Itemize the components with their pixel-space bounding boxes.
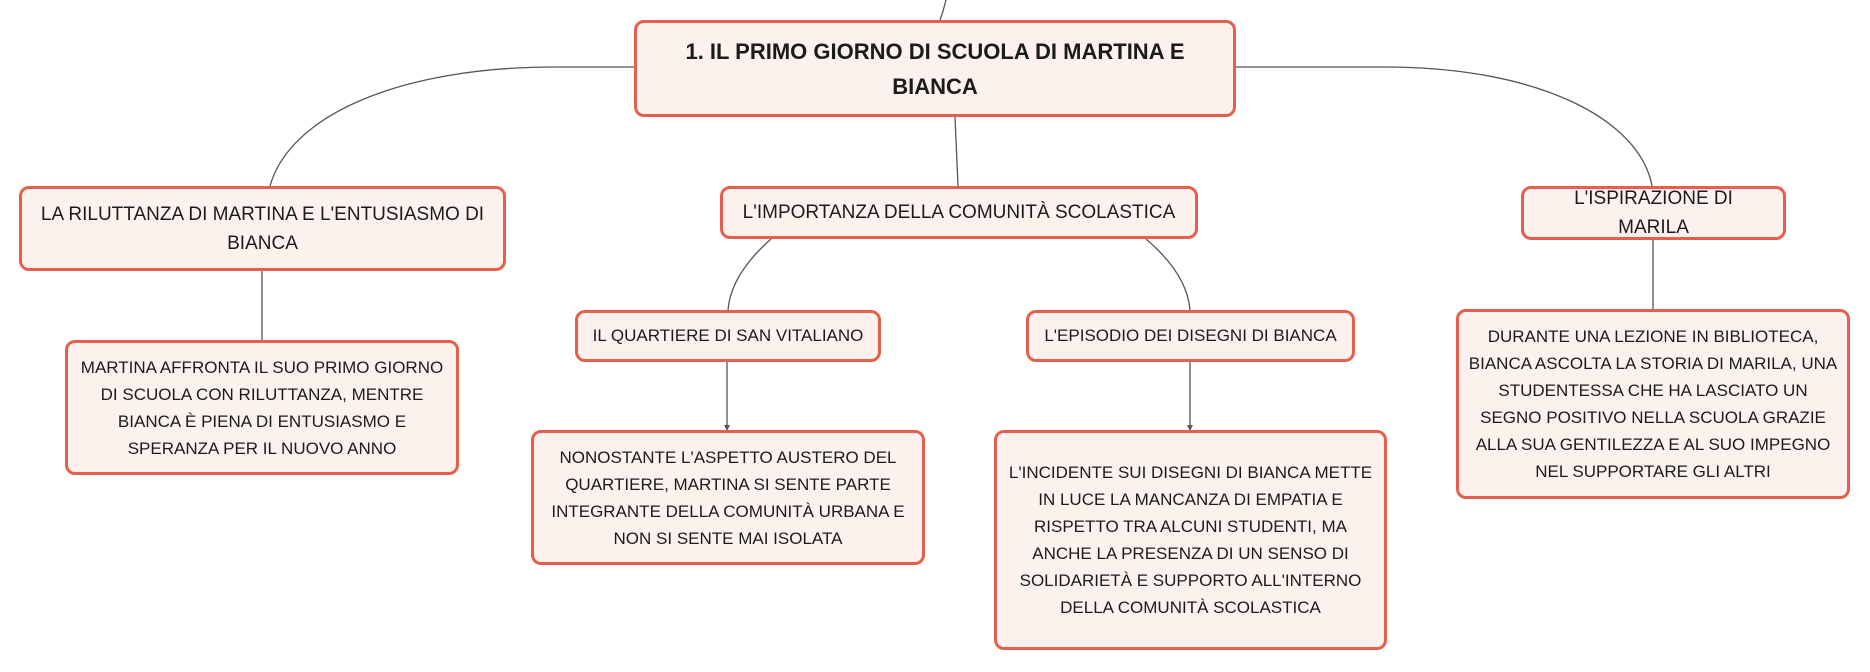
topic-node-community[interactable] — [720, 186, 1198, 239]
detail-text-inspiration: DURANTE UNA LEZIONE IN BIBLIOTECA, BIANCA ASCOLTA LA STORIA DI MARILA, UNA STUDENTESSA CHE HA LASCIATO UN SEGNO POSITIVO NELLA SCUOLA GRAZIE ALLA SUA GENTILEZZA E AL SUO IMPEGNO NEL SUPPORTARE GLI ALTRI — [1468, 327, 1838, 481]
topic-label-community: L'IMPORTANZA DELLA COMUNITÀ SCOLASTICA — [742, 202, 1176, 223]
subtopic-label-drawings: L'EPISODIO DEI DISEGNI DI BIANCA — [1044, 326, 1337, 345]
connector-community-to-neighborhood — [728, 239, 771, 310]
detail-node-neighborhood[interactable] — [531, 430, 925, 565]
detail-text-reluctance: MARTINA AFFRONTA IL SUO PRIMO GIORNO DI SCUOLA CON RILUTTANZA, MENTRE BIANCA È PIENA DI ENTUSIASMO E SPERANZA PER IL NUOVO ANNO — [80, 357, 444, 458]
detail-node-inspiration[interactable] — [1456, 309, 1850, 499]
connector-root-to-community — [955, 117, 958, 186]
topic-label-reluctance: LA RILUTTANZA DI MARTINA E L'ENTUSIASMO DI BIANCA — [40, 203, 485, 254]
topic-label-inspiration: L'ISPIRAZIONE DI MARILA — [1574, 188, 1733, 238]
topic-node-inspiration[interactable] — [1521, 186, 1786, 240]
detail-node-drawings[interactable] — [994, 430, 1387, 650]
connector-community-to-drawings — [1146, 239, 1190, 310]
subtopic-label-neighborhood: IL QUARTIERE DI SAN VITALIANO — [592, 326, 864, 345]
root-topic-node[interactable] — [634, 20, 1236, 117]
detail-text-neighborhood: NONOSTANTE L'ASPETTO AUSTERO DEL QUARTIERE, MARTINA SI SENTE PARTE INTEGRANTE DELLA COMUNITÀ URBANA E NON SI SENTE MAI ISOLATA — [551, 447, 905, 548]
connector-root-to-inspiration — [1236, 67, 1652, 186]
connector-root-to-reluctance — [270, 67, 634, 186]
topic-node-reluctance[interactable] — [19, 186, 506, 271]
subtopic-node-drawings[interactable] — [1026, 310, 1355, 362]
connector-parent-to-root — [940, 0, 946, 20]
detail-text-drawings: L'INCIDENTE SUI DISEGNI DI BIANCA METTE IN LUCE LA MANCANZA DI EMPATIA E RISPETTO TRA ALCUNI STUDENTI, MA ANCHE LA PRESENZA DI UN SENSO DI SOLIDARIETÀ E SUPPORTO ALL'INTERNO DELLA COMUNITÀ SCOLASTICA — [1008, 463, 1373, 617]
detail-node-reluctance[interactable] — [65, 340, 459, 475]
subtopic-node-neighborhood[interactable] — [575, 310, 881, 362]
root-topic-label: 1. IL PRIMO GIORNO DI SCUOLA DI MARTINA E BIANCA — [685, 38, 1185, 99]
